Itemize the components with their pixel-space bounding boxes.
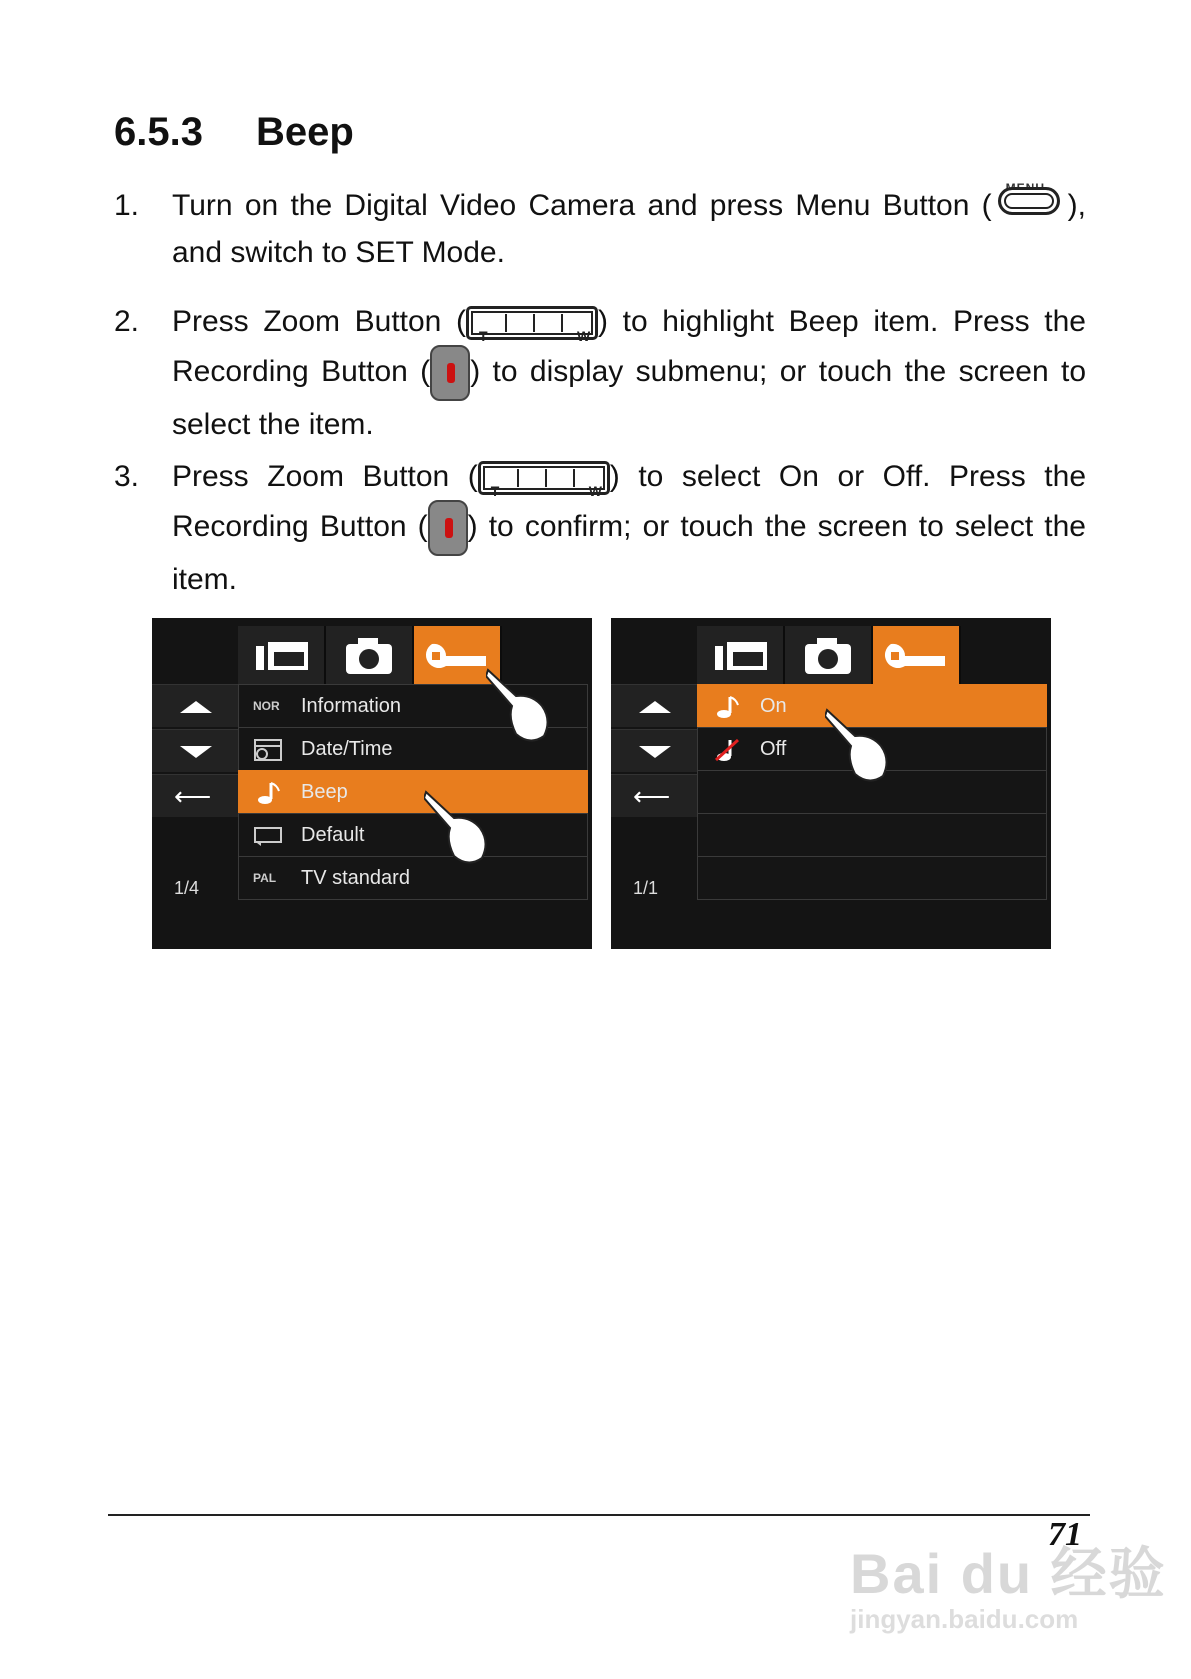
arrow-up-icon [639,701,671,713]
section-number: 6.5.3 [114,110,203,154]
step-text: ) to confirm; or touch the screen to select the item. [172,509,1086,596]
return-button[interactable] [152,774,238,817]
list-item-empty [697,856,1047,900]
step-3 [114,453,1086,603]
tab-settings[interactable] [873,626,961,684]
wrench-icon [873,626,959,684]
step-text: Press Zoom Button ( [172,460,478,493]
return-icon: ⟵ [633,781,671,811]
pointing-hand-icon [486,666,556,746]
nav-column [611,684,697,819]
down-button[interactable] [611,729,697,772]
nav-column [152,684,238,819]
mode-tabs [238,626,502,684]
list-item-label: Off [760,738,787,760]
pointing-hand-icon [424,788,494,868]
list-item-label: Default [301,824,365,846]
zoom-t-label: T [478,328,488,345]
playback-icon [238,626,324,684]
up-button[interactable] [611,684,697,727]
down-button[interactable] [152,729,238,772]
camera-icon [785,626,871,684]
tab-playback[interactable] [238,626,326,684]
section-heading [114,110,354,155]
list-item-label: TV standard [301,867,410,889]
watermark-logo: Bai du 经验 [850,1542,1167,1605]
list-item[interactable] [238,813,588,856]
tab-playback[interactable] [697,626,785,684]
step-text: ) to highlight Beep item. Press the Recording Button ( [172,305,1086,388]
step-2 [114,298,1086,448]
list-item-label: Information [301,695,402,717]
list-item-selected[interactable] [238,770,588,813]
zoom-w-label: W [576,328,591,345]
nor-icon: NOR [253,699,280,713]
note-off-icon [712,738,742,760]
menu-button-icon [992,175,1068,219]
list-item-label: Beep [301,781,348,803]
zoom-w-label: W [588,483,603,500]
watermark [850,1530,1167,1634]
step-text: ) to display submenu; or touch the screen to select the item. [172,354,1087,441]
section-title: Beep [256,110,354,154]
step-1 [114,182,1086,276]
tab-camera[interactable] [326,626,414,684]
menu-label: MENU [1005,181,1046,196]
zoom-button-icon [478,461,610,500]
return-button[interactable] [611,774,697,817]
page-indicator: 1/4 [174,878,200,898]
default-icon [253,824,283,846]
list-item-label: Date/Time [301,738,393,760]
playback-icon [697,626,783,684]
date-time-icon [253,738,283,760]
mode-tabs [697,626,961,684]
return-icon: ⟵ [174,781,212,811]
zoom-t-label: T [490,483,500,500]
arrow-down-icon [639,746,671,758]
list-item-empty [697,813,1047,856]
page-number: 71 [1048,1516,1082,1553]
list-item-label: On [760,695,787,717]
step-number: 1. [114,189,140,222]
camera-icon [326,626,412,684]
step-text: Press Zoom Button ( [172,305,466,338]
arrow-up-icon [180,701,212,713]
step-number: 3. [114,460,140,493]
page-indicator: 1/1 [633,878,659,898]
recording-button-icon [430,345,470,401]
tab-camera[interactable] [785,626,873,684]
menu-screen-2 [611,618,1051,949]
watermark-url: jingyan.baidu.com [850,1604,1079,1634]
step-text: ) to select On or Off. Press the Recording Button ( [172,460,1086,543]
step-number: 2. [114,305,140,338]
zoom-button-icon [466,306,598,345]
step-text: Turn on the Digital Video Camera and press Menu Button ( [172,189,992,222]
pointing-hand-icon [825,706,895,786]
note-icon [712,695,742,717]
note-icon [253,781,283,803]
list-item[interactable] [238,856,588,900]
menu-screen-1 [152,618,592,949]
footer-rule [108,1514,1090,1516]
step-text: ), and switch to SET Mode. [172,189,1086,270]
recording-button-icon [428,500,468,556]
arrow-down-icon [180,746,212,758]
up-button[interactable] [152,684,238,727]
pal-icon: PAL [253,871,277,885]
